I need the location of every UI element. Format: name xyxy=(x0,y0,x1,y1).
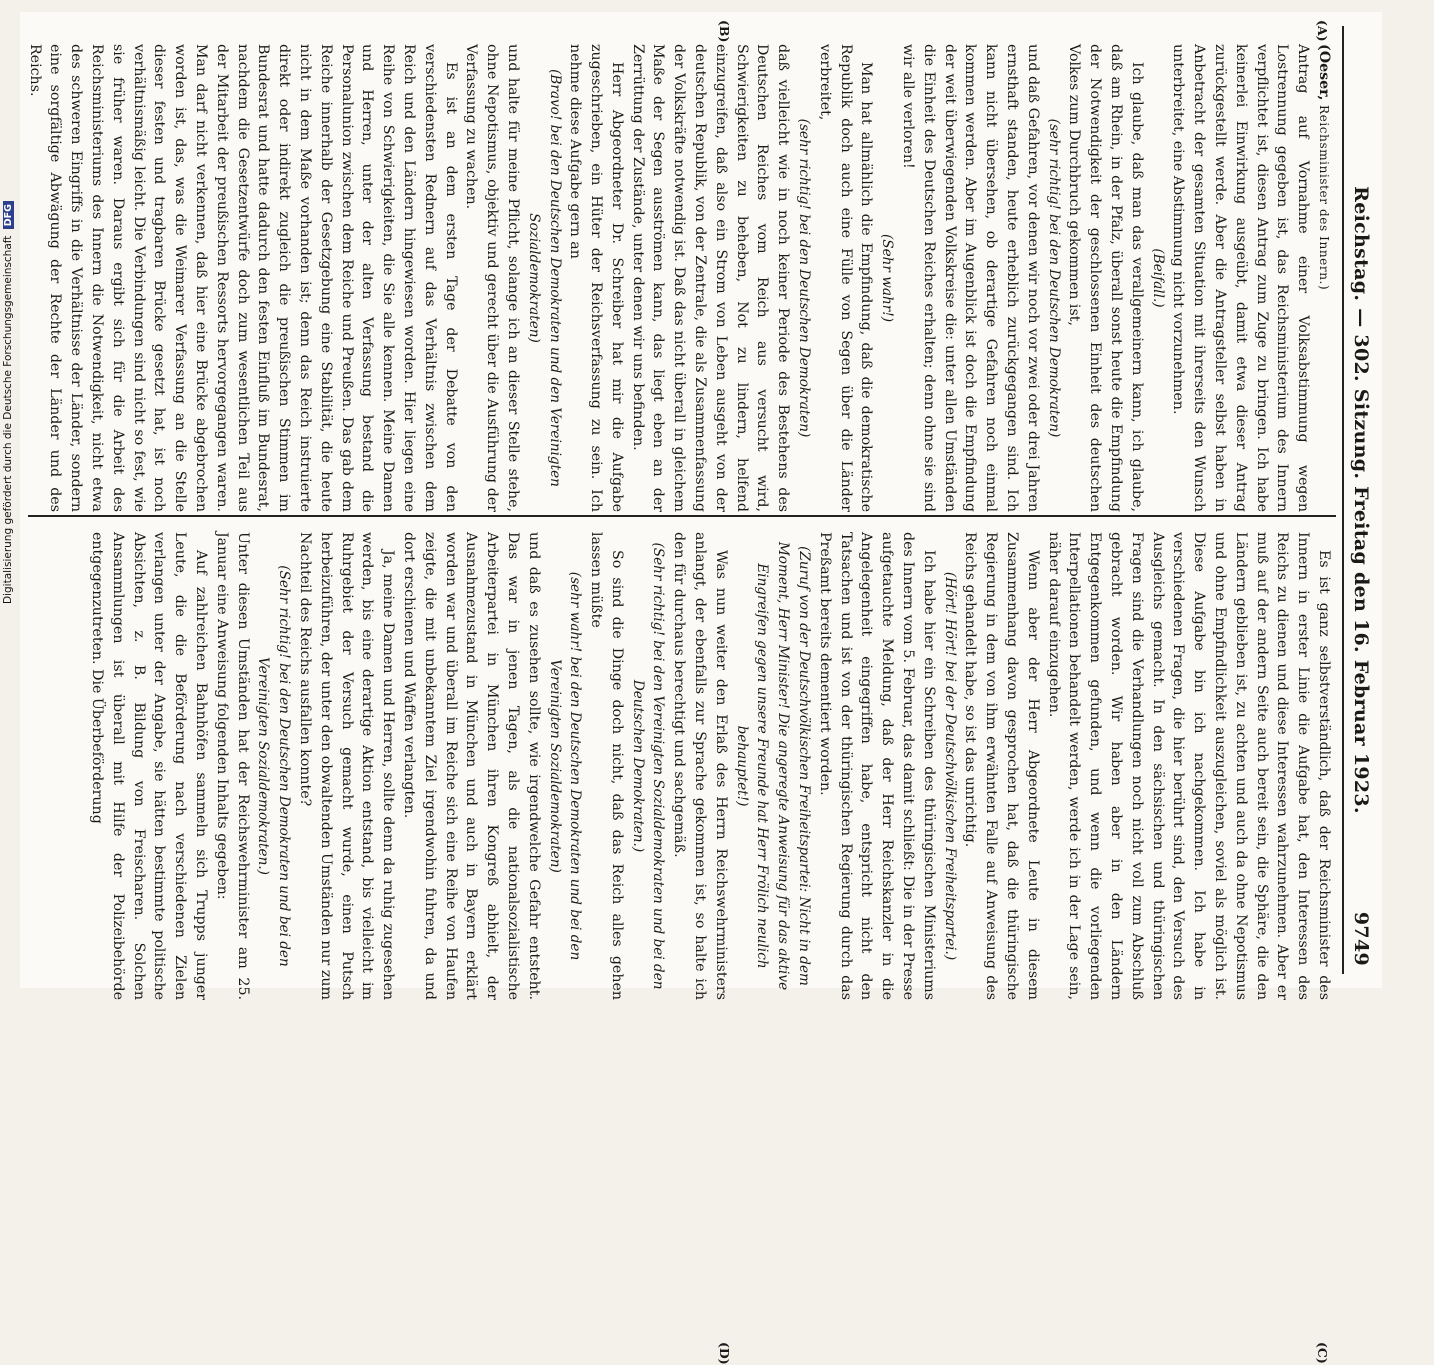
margin-marker-a: (A) xyxy=(1315,20,1330,42)
interjection: (sehr wahr! bei den Deutschen Demokraten und bei den Vereinigten Sozialdemokraten) xyxy=(546,571,584,961)
interjection: (Sehr richtig! bei den Vereinigten Sozialdemokraten und bei den Deutschen Demokraten.) xyxy=(629,542,667,990)
right-column xyxy=(28,532,1334,1000)
margin-marker-c: (C) xyxy=(1315,1342,1330,1364)
paragraph: und daß es zusehen sollte, wie irgendwelche Gefahr entsteht. Das war in jenen Tagen, als die nationalsozialistische Arbeiterpartei in München ihren Kongreß abhielt, der Ausnahmezustand in München und auch in Bayern erklärt worden war und überall im Reiche sich eine Reihe von Haufen zeigte, die mit unbekanntem Ziel irgendwohin fuhren, da und dort erschienen und Waffen verlangten. xyxy=(400,532,542,1000)
paragraph: Herr Abgeordneter Dr. Schreiber hat mir die Aufgabe zugeschrieben, ein Hüter der Reichsverfassung zu sein. Ich nehme diese Aufgabe gern an xyxy=(567,44,625,512)
interjection: (Hört! Hört! bei der Deutschvölkischen Freiheitspartei.) xyxy=(941,571,958,961)
speaker-role: Reichsminister des Innern.) xyxy=(1317,105,1331,291)
interjection: (Bravo! bei den Deutschen Demokraten und den Vereinigten Sozialdemokraten) xyxy=(525,69,563,487)
speaker-line xyxy=(1313,44,1334,512)
header-title: Reichstag. — 302. Sitzung. Freitag den 16. Februar 1923. xyxy=(1350,186,1372,814)
interjection: (sehr richtig! bei den Deutschen Demokraten) xyxy=(1045,118,1062,438)
paragraph: Auf zahlreichen Bahnhöfen sammeln sich Trupps junger Leute, die die Beförderung nach verschiedenen Zielen verlangen unter der Angabe, sie hätten bestimmte politische Absichten, z. B. Bildung von Freischaren. Solchen Ansammlungen ist überall mit Hilfe der Polizeibehörde entgegenzutreten. Die Überbeförderung xyxy=(88,532,209,1000)
interjection: (Sehr wahr!) xyxy=(879,234,896,322)
paragraph: Ja, meine Damen und Herren, sollte denn da ruhig zugesehen werden, bis eine derartige Aktion entstand, bis vielleicht im Ruhrgebiet der Versuch gemacht wurde, einen Putsch herbeizuführen, der unter den obwaltenden Umständen nur zum Nachteil des Reichs ausfallen konnte? xyxy=(296,532,397,1000)
paragraph: Was nun weiter den Erlaß des Herrn Reichswehrministers anlangt, der ebenfalls zur Sprache gekommen ist, so halte ich den für durchaus berechtigt und sachgemäß. xyxy=(671,532,729,1000)
paragraph: Man hat allmählich die Empfindung, daß die demokratische Republik doch auch eine Fülle von Segen über die Länder verbreitet, xyxy=(816,44,875,512)
paragraph: daß vielleicht wie in noch keiner Periode des Bestehens des Deutschen Reiches vom Reich aus versucht wird, Schwierigkeiten zu beheben, Not zu lindern, helfend einzugreifen, daß also ein Strom von Leben ausgeht von der deutschen Republik, von der Zentrale, die als Zusammenfassung der Volkskräfte notwendig ist. Daß das nicht überall in gleichem Maße der Segen ausströmen kann, das liegt eben an der Zerrüttung der Zustände, unter denen wir uns befinden. xyxy=(629,44,792,512)
paragraph: Es ist an dem ersten Tage der Debatte von den verschiedensten Rednern auf das Verhältnis zwischen dem Reich und den Ländern hingewiesen worden. Hier liegen eine Reihe von Schwierigkeiten, die Sie alle kennen. Meine Damen und Herren, unter der alten Verfassung bestand die Personalunion zwischen dem Reiche und Preußen. Das gab dem Reiche innerhalb der Gesetzgebung eine Stabilität, die heute nicht in dem Maße vorhanden ist; denn das Reich instruierte direkt oder indirekt zugleich die preußischen Stimmen im Bundesrat und hatte dadurch den festen Einfluß im Bundesrat, nachdem die Gesetzentwürfe doch zum wesentlichen Teil aus der Mitarbeit der preußischen Ressorts hervorgegangen waren. Man darf nicht verkennen, daß hier eine Brücke abgebrochen worden ist, das, was die Weimarer Verfassung an die Stelle dieser festen und tragbaren Brücke gesetzt hat, ist noch verhältnismäßig leicht. Die Verbindungen sind nicht so fest, wie sie früher waren. Daraus ergibt sich für die Arbeit des Reichsministeriums des Innern die Notwendigkeit, nicht etwa des schweren Eingriffs in die Verhältnisse der Länder, sondern eine sorgfältige Abwägung der Rechte der Länder und des Reichs. xyxy=(26,44,459,512)
page-number: 9749 xyxy=(1350,911,1372,966)
credit-text: Digitalisierung gefördert durch die Deutsche Forschungsgemeinschaft xyxy=(2,235,14,604)
speaker-name: (Oeser, xyxy=(1316,44,1332,101)
margin-marker-b: (B) xyxy=(717,20,732,43)
interjection: (Sehr richtig! bei den Deutschen Demokraten und bei den Vereinigten Sozialdemokraten.) xyxy=(255,565,293,967)
paragraph: So sind die Dinge doch nicht, daß das Reich alles gehen lassen müßte xyxy=(588,532,625,1000)
paragraph: Ich habe hier ein Schreiben des thüringischen Ministeriums des Innern vom 5. Februar, das damit schließt: Die in der Presse aufgetauchte Meldung, daß der Herr Reichskanzler in die Angelegenheit eingegriffen habe, entspricht nicht den Tatsachen und ist von der thüringischen Regierung durch das Preßamt bereits dementiert worden. xyxy=(816,532,937,1000)
page-header xyxy=(1342,30,1376,970)
paragraph: Es ist ganz selbstverständlich, daß der Reichsminister des Innern in erster Linie die Aufgabe hat, den Interessen des Reichs zu dienen und diese Interessen wahrzunehmen. Aber er muß auf der andern Seite auch bereit sein, die Sphäre, die den Ländern geblieben ist, zu achten und auch da ohne Nepotismus und ohne Empfindlichkeit auszugleichen, soviel als möglich ist. Diese Aufgabe bin ich nachgekommen. Ich habe in verschiedenen Fragen, die hier berührt sind, den Versuch des Ausgleichs gemacht. In den sächsischen und thüringischen Fragen sind die Verhandlungen noch nicht voll zum Abschluß gebracht worden. Wir haben aber in den Ländern Entgegenkommen gefunden, und wenn die vorliegenden Interpellationen behandelt werden, werde ich in der Lage sein, näher darauf einzugehen. xyxy=(1045,532,1332,1000)
header-rule xyxy=(1342,26,1344,974)
paragraph: Unter diesen Umständen hat der Reichswehrminister am 25. Januar eine Anweisung folgenden Inhalts gegeben: xyxy=(213,532,251,1000)
interjection: (Beifall.) xyxy=(1149,248,1166,308)
dfg-logo: DFG xyxy=(3,201,14,229)
paragraph: Wenn aber der Herr Abgeordnete Leute in diesem Zusammenhang davon gesprochen hat, daß die thüringische Regierung in dem von ihm erwähnten Falle auf Anweisung des Reichs gehandelt habe, so ist das unrichtig. xyxy=(962,532,1041,1000)
paragraph: und halte für meine Pflicht, solange ich an dieser Stelle stehe, ohne Nepotismus, objektiv und gerecht über die Ausführung der Verfassung zu wachen. xyxy=(463,44,521,512)
paragraph: und daß Gefahren, vor denen wir noch vor zwei oder drei Jahren ernsthaft standen, heute erheblich zurückgegangen sind. Ich kann nicht übersehen, ob derartige Gefahren noch einmal kommen werden. Aber im Augenblick ist doch die Empfindung der weit überwiegenden Volkskreise die: unter allen Umständen die Einheit des Deutschen Reiches erhalten; denn ohne sie sind wir alle verloren! xyxy=(900,44,1041,512)
interjection: (Zuruf von der Deutschvölkischen Freiheitspartei: Nicht in dem Moment, Herr Minister! Die angeregte Anweisung für das aktive Eingreifen gegen unsere Freunde hat Herr Frölich neulich behauptet!) xyxy=(733,541,813,991)
column-rule xyxy=(28,515,1336,517)
digitization-credit xyxy=(2,201,14,604)
paragraph: Ich glaube, daß man das verallgemeinern kann, ich glaube, daß am Rhein, in der Pfalz, überall sonst heute die Empfindung der Notwendigkeit der geschlossenen Einheit des deutschen Volkes zum Durchbruch gekommen ist, xyxy=(1066,44,1145,512)
left-column xyxy=(28,44,1334,512)
interjection: (sehr richtig! bei den Deutschen Demokraten) xyxy=(796,118,813,438)
rotated-page xyxy=(20,12,1382,1365)
paragraph: Antrag auf Vornahme einer Volksabstimmung wegen Lostrennung gegeben ist, das Reichsministerium des Innern verpflichtet ist, diesen Antrag zum Zuge zu bringen. Ich habe keinerlei Einwirkung ausgeübt, damit etwa dieser Antrag zurückgestellt werde. Aber die Antragsteller selbst haben in Anbetracht der gesamten Situation mit ihrerseits den Wunsch unterbreitet, eine Abstimmung nicht vorzunehmen. xyxy=(1170,44,1312,512)
margin-marker-d: (D) xyxy=(717,1342,732,1365)
